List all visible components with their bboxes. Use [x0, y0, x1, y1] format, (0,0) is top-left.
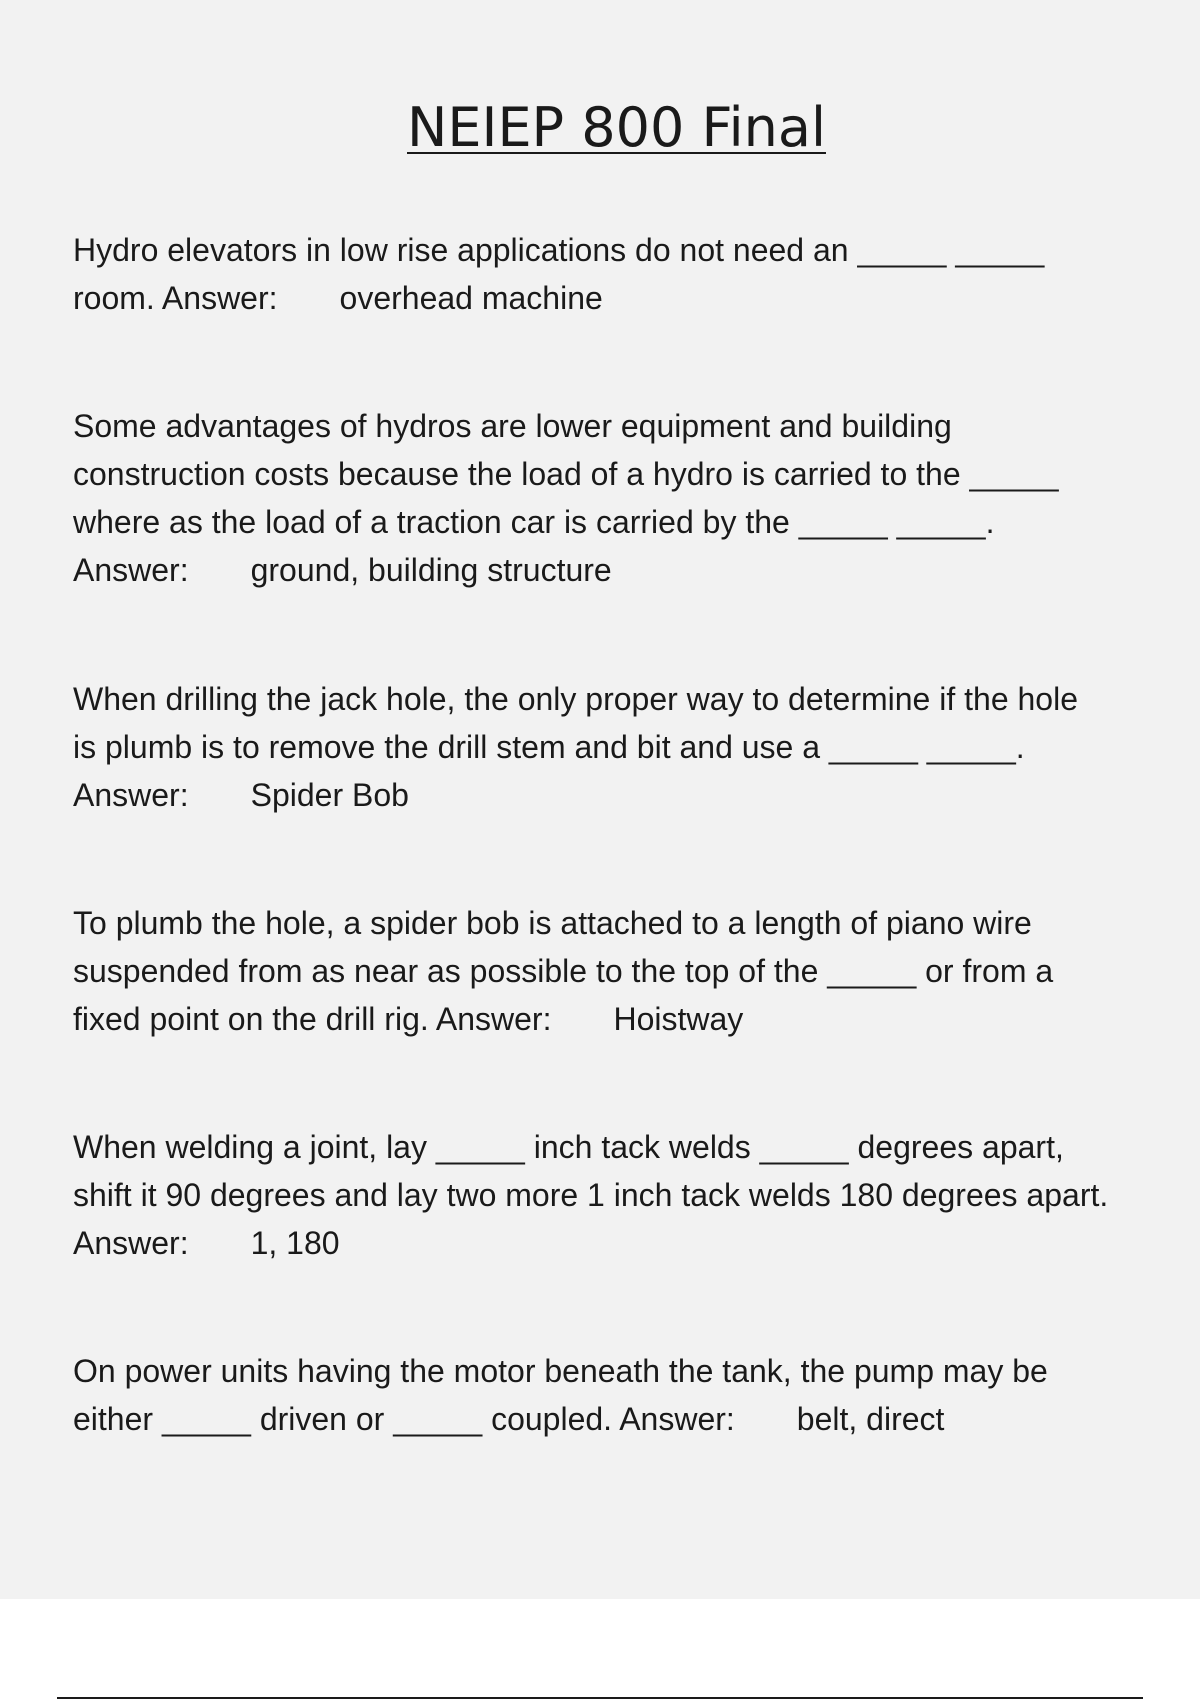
- question-text-line: either _____ driven or _____ coupled. Answer:: [73, 1401, 735, 1437]
- question-6: [73, 1347, 1173, 1443]
- question-answer-line: [73, 1395, 1173, 1443]
- answer-text: Hoistway: [613, 1001, 744, 1037]
- question-answer-line: [73, 546, 1173, 594]
- answer-text: belt, direct: [796, 1401, 945, 1437]
- question-answer-line: [73, 995, 1173, 1043]
- question-4: [73, 899, 1173, 1043]
- question-text-line: Some advantages of hydros are lower equipment and building: [73, 408, 952, 444]
- question-text-line: Answer:: [73, 777, 189, 813]
- question-text-line: shift it 90 degrees and lay two more 1 inch tack welds 180 degrees apart.: [73, 1177, 1109, 1213]
- document-title: NEIEP 800 Final: [407, 96, 826, 159]
- question-text-line: When drilling the jack hole, the only proper way to determine if the hole: [73, 681, 1078, 717]
- question-text-line: Answer:: [73, 552, 189, 588]
- question-3: [73, 675, 1173, 819]
- question-text-line: where as the load of a traction car is carried by the _____ _____.: [73, 504, 995, 540]
- answer-text: 1, 180: [250, 1225, 340, 1261]
- question-text-line: fixed point on the drill rig. Answer:: [73, 1001, 552, 1037]
- question-text-line: is plumb is to remove the drill stem and bit and use a _____ _____.: [73, 729, 1025, 765]
- question-answer-line: [73, 1219, 1173, 1267]
- question-1: [73, 226, 1173, 322]
- answer-text: Spider Bob: [250, 777, 409, 813]
- question-answer-line: [73, 274, 1173, 322]
- answer-text: ground, building structure: [250, 552, 612, 588]
- question-text-line: Answer:: [73, 1225, 189, 1261]
- question-text-line: On power units having the motor beneath the tank, the pump may be: [73, 1353, 1048, 1389]
- question-text-line: Hydro elevators in low rise applications do not need an _____ _____: [73, 232, 1045, 268]
- question-5: [73, 1123, 1173, 1267]
- answer-text: overhead machine: [339, 280, 603, 316]
- question-text-line: To plumb the hole, a spider bob is attached to a length of piano wire: [73, 905, 1032, 941]
- question-text-line: construction costs because the load of a hydro is carried to the _____: [73, 456, 1059, 492]
- question-text-line: suspended from as near as possible to the top of the _____ or from a: [73, 953, 1054, 989]
- question-2: [73, 402, 1173, 594]
- footer-divider: [57, 1697, 1143, 1699]
- question-text-line: room. Answer:: [73, 280, 278, 316]
- question-text-line: When welding a joint, lay _____ inch tack welds _____ degrees apart,: [73, 1129, 1064, 1165]
- question-answer-line: [73, 771, 1173, 819]
